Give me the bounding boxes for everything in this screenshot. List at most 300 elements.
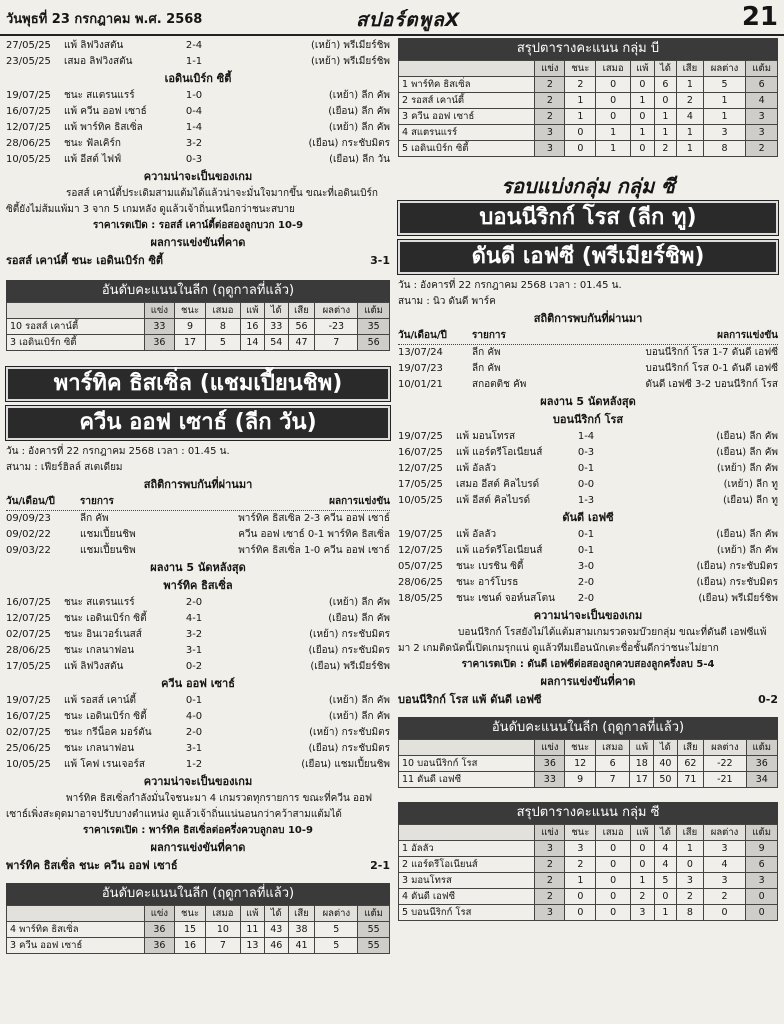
team-name: 5 เอดินเบิร์ก ซิตี้	[399, 141, 535, 157]
match2-prediction-score: 2-1	[370, 859, 390, 872]
match2-h2h-list	[6, 511, 390, 559]
cell-date: 12/07/25	[398, 545, 443, 556]
column-header: แต้ม	[358, 303, 390, 319]
column-header: เสมอ	[596, 61, 631, 77]
cell-venue: (เหย้า) ลีก คัพ	[328, 597, 390, 608]
cell-venue: (เยือน) กระชับมิตร	[696, 561, 778, 572]
queens-form-title: ควีน ออฟ เซาธ์	[161, 677, 235, 690]
cell-result: ชนะ เบรชิน ซิตี้	[456, 561, 524, 572]
match2-analysis-heading: ความน่าจะเป็นของเกม	[143, 775, 253, 788]
column-header: ผลต่าง	[704, 740, 746, 756]
league-table-2-title: อันดับคะแนนในลีก (ฤดูกาลที่แล้ว)	[6, 883, 390, 905]
table-row	[399, 93, 778, 109]
stat-cell: 7	[595, 772, 629, 788]
cell-res: ดันดี เอฟซี 3-2 บอนนีริกก์ โรส	[645, 379, 778, 390]
match3-last5-title: ผลงาน 5 นัดหลังสุด	[540, 395, 636, 408]
stat-cell: 1	[565, 873, 596, 889]
table-row	[7, 922, 390, 938]
stat-cell: 2	[565, 77, 596, 93]
column-header: เสีย	[288, 303, 315, 319]
stat-cell: 18	[630, 756, 654, 772]
cell-res: พาร์ทิค ธิสเซิ่ล 1-0 ควีน ออฟ เซาธ์	[238, 545, 390, 556]
stat-cell: 1	[654, 109, 676, 125]
stat-cell: 3	[746, 109, 778, 125]
column-header: เสมอ	[206, 303, 241, 319]
cell-score: 0-1	[185, 695, 203, 706]
match1-prediction-heading: ผลการแข่งขันที่คาด	[150, 236, 246, 249]
match3-analysis-text: บอนนีริกก์ โรสยังไม่ได้แต้มสามเกมรวดจมบ๊วยกลุ่ม ขณะที่ดันดี เอฟซีแพ้มา 2 เกมติดนัดนี้เปิดเกมรุกแน่ ดูแล้วทีมเยือนนักเตะชื่อชั้นดีกว่าชนะไม่ยาก	[398, 627, 767, 654]
page-header	[0, 0, 784, 36]
stat-cell: 1	[677, 141, 704, 157]
stat-cell: 3	[535, 905, 565, 921]
stat-cell: 41	[288, 938, 315, 954]
column-header: แข่ง	[535, 61, 565, 77]
column-header: ชนะ	[565, 61, 596, 77]
stat-cell: 3	[703, 873, 746, 889]
match1-prediction-text: รอสส์ เคาน์ตี้ ชนะ เอดินเบิร์ก ซิตี้	[6, 254, 164, 267]
match3-h2h-title: สถิติการพบกันที่ผ่านมา	[533, 312, 643, 325]
table-row	[7, 335, 390, 351]
cell-date: 19/07/25	[6, 695, 51, 706]
table-row	[7, 938, 390, 954]
team-name: 1 อัลลัว	[399, 841, 535, 857]
stat-cell: 1	[677, 77, 704, 93]
form-row	[6, 104, 390, 120]
column-header: เสมอ	[595, 740, 629, 756]
stat-cell: 1	[596, 125, 631, 141]
column-header: ได้	[264, 303, 288, 319]
cell-date: 19/07/23	[398, 363, 443, 374]
column-header: แพ้	[240, 303, 264, 319]
cell-result: ชนะ เกลนาฟอน	[64, 645, 135, 656]
cell-score: 2-0	[185, 727, 203, 738]
column-header: ได้	[654, 61, 676, 77]
cell-score: 2-4	[185, 40, 203, 51]
stat-cell: -22	[704, 756, 746, 772]
column-header: แต้ม	[746, 61, 778, 77]
stat-cell: 5	[703, 77, 746, 93]
away-team-banner: ควีน ออฟ เซาธ์ (ลีก วัน)	[6, 406, 390, 440]
form-row	[6, 627, 390, 643]
stat-cell: 8	[206, 319, 241, 335]
cell-result: แพ้ ลิฟวิงสตัน	[64, 661, 124, 672]
form-row	[398, 527, 778, 543]
stat-cell: -23	[315, 319, 358, 335]
cell-score: 0-4	[185, 106, 203, 117]
column-header: แต้ม	[358, 906, 390, 922]
match3-analysis-heading: ความน่าจะเป็นของเกม	[533, 609, 643, 622]
column-header: แข่ง	[144, 906, 174, 922]
form-row	[6, 595, 390, 611]
cell-score: 3-1	[185, 743, 203, 754]
table-header-row	[7, 303, 390, 319]
cell-score: 2-0	[577, 577, 595, 588]
stat-cell: 3	[746, 873, 778, 889]
stat-cell: 36	[535, 756, 565, 772]
cell-result: แพ้ อัลลัว	[456, 463, 497, 474]
cell-date: 10/01/21	[398, 379, 443, 390]
cell-result: ชนะ สแตรนแรร์	[64, 597, 135, 608]
match2-prediction	[6, 857, 390, 875]
page-number: 21	[741, 2, 778, 32]
cell-comp: ลีก คัพ	[80, 513, 109, 524]
cell-venue: (เหย้า) ลีก คัพ	[328, 695, 390, 706]
stat-cell: 4	[746, 93, 778, 109]
column-header: ได้	[654, 740, 677, 756]
edinburgh-form-title: เอดินเบิร์ก ซิตี้	[164, 72, 232, 85]
column-header: เสมอ	[596, 825, 631, 841]
stat-cell: 16	[174, 938, 205, 954]
stat-cell: 15	[174, 922, 205, 938]
form-row	[6, 136, 390, 152]
stat-cell: 6	[654, 77, 676, 93]
column-header: เสีย	[288, 906, 315, 922]
match3-datetime: วัน : อังคารที่ 22 กรกฎาคม 2568 เวลา : 01.45 น.	[398, 280, 622, 291]
cell-venue: (เหย้า) พรีเมียร์ชิพ	[310, 40, 390, 51]
stat-cell: 3	[565, 841, 596, 857]
match3-venue: สนาม : นิว ดันดี พาร์ค	[398, 296, 496, 307]
cell-result: เสมอ อีสต์ คิลไบรด์	[456, 479, 540, 490]
cell-score: 3-2	[185, 629, 203, 640]
stat-cell: 9	[174, 319, 205, 335]
cell-score: 0-1	[577, 463, 595, 474]
h2h-row	[6, 527, 390, 543]
column-header: แข่ง	[535, 740, 565, 756]
column-header: แพ้	[630, 825, 654, 841]
stat-cell: 0	[596, 841, 631, 857]
cell-res: บอนนีริกก์ โรส 1-7 ดันดี เอฟซี	[645, 347, 778, 358]
stat-cell: 0	[677, 857, 704, 873]
stat-cell: 7	[315, 335, 358, 351]
cell-venue: (เหย้า) ลีก คัพ	[328, 122, 390, 133]
cell-result: แพ้ อีสต์ ไฟฟ์	[64, 154, 122, 165]
match3-home-banner: บอนนีริกก์ โรส (ลีก ทู)	[398, 201, 778, 235]
column-header: เสีย	[677, 825, 704, 841]
league-table-1	[6, 302, 390, 351]
edinburgh-form-list	[6, 88, 390, 168]
match2-last5-title: ผลงาน 5 นัดหลังสุด	[150, 561, 246, 574]
stat-cell: 12	[565, 756, 596, 772]
column-header: แพ้	[630, 61, 654, 77]
h2h-row	[398, 361, 778, 377]
bonnyrigg-form-title: บอนนีริกก์ โรส	[552, 413, 624, 426]
partick-form-list	[6, 595, 390, 675]
stat-cell: 10	[206, 922, 241, 938]
stat-cell: 0	[596, 857, 631, 873]
blank-header	[399, 61, 535, 77]
table-row	[399, 125, 778, 141]
form-row	[6, 741, 390, 757]
team-name: 3 มอนโทรส	[399, 873, 535, 889]
cell-date: 10/05/25	[398, 495, 443, 506]
stat-cell: 0	[654, 889, 676, 905]
cell-result: ชนะ ฟัลเคิร์ก	[64, 138, 121, 149]
blank-header	[399, 740, 535, 756]
cell-date: 12/07/25	[398, 463, 443, 474]
cell-date: 09/09/23	[6, 513, 51, 524]
cell-date: 28/06/25	[6, 138, 51, 149]
match2-venue: สนาม : เฟียร์ฮิลล์ สเตเดียม	[6, 462, 123, 473]
column-header: แต้ม	[746, 825, 778, 841]
form-row	[6, 709, 390, 725]
stat-cell: 3	[630, 905, 654, 921]
right-column	[398, 38, 778, 921]
stat-cell: 47	[288, 335, 315, 351]
table-header-row	[399, 61, 778, 77]
stat-cell: 13	[240, 938, 264, 954]
cell-score: 1-4	[577, 431, 595, 442]
column-header: ผลต่าง	[315, 906, 358, 922]
table-row	[7, 319, 390, 335]
group-c-section-title: รอบแบ่งกลุ่ม กลุ่ม ซี	[501, 174, 675, 198]
form-row	[398, 575, 778, 591]
cell-date: 28/06/25	[398, 577, 443, 588]
cell-date: 16/07/25	[398, 447, 443, 458]
cell-result: แพ้ ควีน ออฟ เซาธ์	[64, 106, 147, 117]
match3-prediction	[398, 691, 778, 709]
stat-cell: 0	[630, 857, 654, 873]
cell-score: 0-3	[577, 447, 595, 458]
cell-venue: (เหย้า) กระชับมิตร	[309, 629, 390, 640]
stat-cell: 1	[703, 109, 746, 125]
blank-header	[7, 303, 145, 319]
cell-result: แพ้ ลิฟวิงสตัน	[64, 40, 124, 51]
cell-date: 27/05/25	[6, 40, 51, 51]
blank-header	[399, 825, 535, 841]
cell-date: 25/06/25	[6, 743, 51, 754]
cell-result: ชนะ เกลนาฟอน	[64, 743, 135, 754]
stat-cell: 56	[358, 335, 390, 351]
stat-cell: 0	[596, 109, 631, 125]
cell-score: 3-2	[185, 138, 203, 149]
stat-cell: 1	[565, 93, 596, 109]
stat-cell: 36	[746, 756, 777, 772]
stat-cell: 1	[630, 93, 654, 109]
form-row	[6, 120, 390, 136]
stat-cell: 3	[746, 125, 778, 141]
form-row	[6, 643, 390, 659]
cell-date: 05/07/25	[398, 561, 443, 572]
form-row	[6, 757, 390, 773]
stat-cell: 0	[596, 873, 631, 889]
stat-cell: 1	[654, 125, 676, 141]
stat-cell: 54	[264, 335, 288, 351]
group-b-table	[398, 60, 778, 157]
stat-cell: 2	[677, 93, 704, 109]
column-header: ชนะ	[565, 740, 596, 756]
form-row	[6, 38, 390, 54]
h2h-row	[398, 345, 778, 361]
stat-cell: 5	[206, 335, 241, 351]
stat-cell: 34	[746, 772, 777, 788]
stat-cell: 0	[703, 905, 746, 921]
stat-cell: 0	[565, 905, 596, 921]
match2-analysis-text: พาร์ทิค ธิสเซิ่ลกำลังมั่นใจชนะมา 4 เกมรวดทุกรายการ ขณะที่ควีน ออฟ เซาธ์เพิ่งสะดุดมาอาจปรับบางตำแหน่ง ดูแล้วเจ้าถิ่นแน่นอนกว่าคว้าสามแต้มได้	[6, 793, 373, 820]
stat-cell: 1	[596, 141, 631, 157]
form-row	[398, 461, 778, 477]
form-row	[398, 445, 778, 461]
stat-cell: 5	[315, 922, 358, 938]
column-header: ผลต่าง	[703, 61, 746, 77]
stat-cell: 1	[654, 905, 676, 921]
cell-result: ชนะ สแตรนแรร์	[64, 90, 135, 101]
form-row	[398, 559, 778, 575]
team-name: 3 ควีน ออฟ เซาธ์	[399, 109, 535, 125]
column-header: ชนะ	[174, 906, 205, 922]
stat-cell: 4	[654, 857, 676, 873]
stat-cell: 33	[535, 772, 565, 788]
cell-result: ชนะ กรีน็อค มอร์ตัน	[64, 727, 152, 738]
stat-cell: 2	[630, 889, 654, 905]
cell-result: ชนะ อินเวอร์เนสส์	[64, 629, 142, 640]
table-row	[399, 873, 778, 889]
stat-cell: 0	[596, 905, 631, 921]
cell-date: 16/07/25	[6, 106, 51, 117]
cell-comp: ลีก คัพ	[472, 347, 501, 358]
form-row	[6, 611, 390, 627]
league-table-1-title: อันดับคะแนนในลีก (ฤดูกาลที่แล้ว)	[6, 280, 390, 302]
stat-cell: 14	[240, 335, 264, 351]
form-row	[398, 477, 778, 493]
team-name: 5 บอนนีริกก์ โรส	[399, 905, 535, 921]
stat-cell: 2	[535, 889, 565, 905]
group-b-table-title: สรุปตารางคะแนน กลุ่ม บี	[398, 38, 778, 60]
stat-cell: 0	[746, 905, 778, 921]
stat-cell: 0	[654, 93, 676, 109]
cell-venue: (เหย้า) ลีก คัพ	[328, 711, 390, 722]
cell-venue: (เยือน) กระชับมิตร	[308, 138, 390, 149]
match1-opening-odds: ราคาเรตเปิด : รอสส์ เคาน์ตี้ต่อสองลูกบวก 10-9	[92, 220, 304, 231]
stat-cell: 35	[358, 319, 390, 335]
dundee-form-title: ดันดี เอฟซี	[562, 511, 614, 524]
stat-cell: 50	[654, 772, 677, 788]
queens-form-list	[6, 693, 390, 773]
cell-venue: (เยือน) กระชับมิตร	[308, 645, 390, 656]
cell-venue: (เยือน) พรีเมียร์ชิพ	[310, 661, 390, 672]
table-row	[399, 756, 778, 772]
stat-cell: 62	[677, 756, 704, 772]
cell-date: 10/05/25	[6, 759, 51, 770]
cell-venue: (เยือน) กระชับมิตร	[308, 743, 390, 754]
stat-cell: 9	[746, 841, 778, 857]
cell-venue: (เหย้า) พรีเมียร์ชิพ	[310, 56, 390, 67]
form-row	[6, 88, 390, 104]
match2-h2h-header: วัน/เดือน/ปี รายการ ผลการแข่งขัน	[6, 494, 390, 511]
cell-score: 1-1	[185, 56, 203, 67]
cell-score: 1-2	[185, 759, 203, 770]
form-row	[6, 693, 390, 709]
home-team-banner: พาร์ทิค ธิสเซิ่ล (แชมเปี้ยนชิพ)	[6, 367, 390, 401]
column-header: ผลต่าง	[315, 303, 358, 319]
cell-date: 12/07/25	[6, 613, 51, 624]
team-name: 1 พาร์ทิค ธิสเซิ่ล	[399, 77, 535, 93]
cell-venue: (เยือน) ลีก คัพ	[328, 613, 390, 624]
match2-h2h-title: สถิติการพบกันที่ผ่านมา	[143, 478, 253, 491]
column-header: เสีย	[677, 740, 704, 756]
cell-date: 02/07/25	[6, 727, 51, 738]
table-row	[399, 141, 778, 157]
stat-cell: 1	[565, 109, 596, 125]
match3-prediction-heading: ผลการแข่งขันที่คาด	[540, 675, 636, 688]
stat-cell: 3	[703, 841, 746, 857]
cell-result: ชนะ เซนต์ จอห์นสโตน	[456, 593, 555, 604]
cell-venue: (เหย้า) ลีก คัพ	[716, 463, 778, 474]
column-header: ชนะ	[565, 825, 596, 841]
cell-venue: (เยือน) ลีก คัพ	[716, 529, 778, 540]
league-table-3-title: อันดับคะแนนในลีก (ฤดูกาลที่แล้ว)	[398, 717, 778, 739]
cell-result: ชนะ อาร์โบรธ	[456, 577, 519, 588]
table-row	[399, 772, 778, 788]
stat-cell: 6	[746, 857, 778, 873]
stat-cell: 4	[677, 109, 704, 125]
column-header: แข่ง	[535, 825, 565, 841]
stat-cell: 6	[595, 756, 629, 772]
cell-date: 16/07/25	[6, 711, 51, 722]
stat-cell: 2	[535, 873, 565, 889]
stat-cell: 0	[565, 141, 596, 157]
stat-cell: 5	[315, 938, 358, 954]
cell-venue: (เยือน) ลีก ทู	[722, 495, 778, 506]
column-header: แข่ง	[144, 303, 174, 319]
table-header-row	[399, 740, 778, 756]
stat-cell: 33	[264, 319, 288, 335]
stat-cell: 56	[288, 319, 315, 335]
stat-cell: 11	[240, 922, 264, 938]
column-header: แพ้	[240, 906, 264, 922]
form-row	[398, 543, 778, 559]
stat-cell: 4	[654, 841, 676, 857]
h2h-row	[398, 377, 778, 393]
form-row	[6, 725, 390, 741]
h2h-row	[6, 511, 390, 527]
partick-form-title: พาร์ทิค ธิสเซิ่ล	[163, 579, 233, 592]
match2-datetime: วัน : อังคารที่ 22 กรกฎาคม 2568 เวลา : 01.45 น.	[6, 446, 230, 457]
cell-date: 23/05/25	[6, 56, 51, 67]
stat-cell: 7	[206, 938, 241, 954]
table-row	[399, 109, 778, 125]
stat-cell: 5	[654, 873, 676, 889]
cell-res: บอนนีริกก์ โรส 0-1 ดันดี เอฟซี	[645, 363, 778, 374]
table-row	[399, 857, 778, 873]
cell-result: แพ้ มอนโทรส	[456, 431, 516, 442]
cell-result: แพ้ รอสส์ เคาน์ตี้	[64, 695, 137, 706]
stat-cell: 2	[654, 141, 676, 157]
column-header: ผลต่าง	[703, 825, 746, 841]
dundee-form-list	[398, 527, 778, 607]
column-header: ได้	[654, 825, 676, 841]
stat-cell: 3	[535, 125, 565, 141]
ross-form-list	[6, 38, 390, 70]
cell-score: 1-3	[577, 495, 595, 506]
match2-opening-odds: ราคาเรตเปิด : พาร์ทิค ธิสเซิ่ลต่อครึ่งควบลูกลบ 10-9	[83, 825, 313, 836]
cell-venue: (เหย้า) ลีก คัพ	[328, 90, 390, 101]
form-row	[398, 591, 778, 607]
stat-cell: -21	[704, 772, 746, 788]
stat-cell: 2	[535, 857, 565, 873]
stat-cell: 36	[144, 335, 174, 351]
h2h-row	[6, 543, 390, 559]
cell-venue: (เยือน) พรีเมียร์ชิพ	[698, 593, 778, 604]
cell-date: 13/07/24	[398, 347, 443, 358]
match1-analysis-heading: ความน่าจะเป็นของเกม	[143, 170, 253, 183]
cell-score: 3-0	[577, 561, 595, 572]
issue-date: วันพุธที่ 23 กรกฎาคม พ.ศ. 2568	[6, 12, 203, 27]
column-header: แต้ม	[746, 740, 777, 756]
stat-cell: 1	[677, 841, 704, 857]
stat-cell: 1	[677, 125, 704, 141]
column-header: เสีย	[677, 61, 704, 77]
match3-h2h-header: วัน/เดือน/ปี รายการ ผลการแข่งขัน	[398, 328, 778, 345]
